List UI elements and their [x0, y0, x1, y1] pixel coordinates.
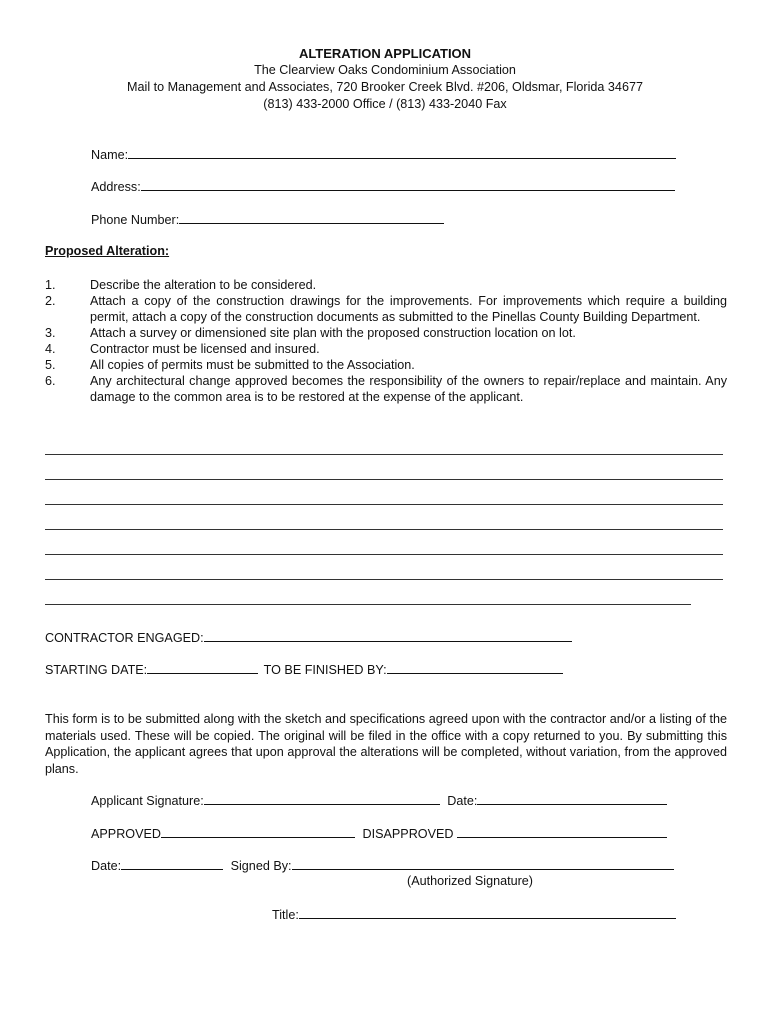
name-field[interactable] — [128, 146, 676, 159]
list-item — [45, 277, 727, 293]
disapproved-label: DISAPPROVED — [362, 827, 454, 841]
association-name: The Clearview Oaks Condominium Association — [254, 63, 516, 77]
contractor-field[interactable] — [204, 629, 572, 642]
mailing-address: Mail to Management and Associates, 720 Brooker Creek Blvd. #206, Oldsmar, Florida 34677 — [127, 80, 643, 94]
description-line[interactable] — [45, 454, 723, 455]
instructions-list — [45, 277, 727, 405]
list-number: 1. — [45, 278, 56, 292]
list-item — [45, 341, 727, 357]
list-number: 4. — [45, 342, 56, 356]
signed-by-label: Signed By: — [230, 859, 292, 873]
signed-by-row — [91, 857, 674, 873]
description-line[interactable] — [45, 529, 723, 530]
contractor-row — [45, 629, 572, 645]
phone-field[interactable] — [179, 211, 444, 224]
approval-date-label: Date: — [91, 859, 122, 873]
list-text: All copies of permits must be submitted to the Association. — [90, 358, 415, 372]
authorized-signature-caption: (Authorized Signature) — [407, 874, 534, 888]
starting-date-label: STARTING DATE: — [45, 663, 148, 677]
date-label: Date: — [447, 794, 478, 808]
list-item — [45, 373, 727, 405]
list-item — [45, 325, 727, 341]
applicant-date-field[interactable] — [477, 792, 667, 805]
list-item — [45, 293, 727, 325]
description-line[interactable] — [45, 604, 691, 605]
title-field[interactable] — [299, 906, 676, 919]
address-label: Address: — [91, 180, 141, 194]
name-field-row — [91, 146, 676, 162]
contractor-label: CONTRACTOR ENGAGED: — [45, 631, 204, 645]
approval-date-field[interactable] — [121, 857, 223, 870]
applicant-signature-field[interactable] — [204, 792, 440, 805]
applicant-signature-label: Applicant Signature: — [91, 794, 204, 808]
list-text: Describe the alteration to be considered. — [90, 278, 317, 292]
list-number: 5. — [45, 358, 56, 372]
address-field-row — [91, 178, 675, 194]
phone-field-row — [91, 211, 444, 227]
proposed-alteration-heading: Proposed Alteration: — [45, 244, 170, 258]
submission-notice: This form is to be submitted along with the sketch and specifications agreed upon with the contractor and/or a listing of the materials used. These will be copied. The original will be filed in the office with a copy returned to you. By submitting this Application, the applicant agrees that upon approval the alterations will be completed, without variation, from the approved plans. — [45, 712, 727, 776]
description-line[interactable] — [45, 554, 723, 555]
list-text: Attach a survey or dimensioned site plan with the proposed construction location on lot. — [90, 326, 576, 340]
dates-row — [45, 661, 563, 677]
list-text: Any architectural change approved becomes the responsibility of the owners to repair/replace and maintain. Any damage to the common area is to be restored at the expense of the applicant. — [90, 374, 727, 404]
list-text: Contractor must be licensed and insured. — [90, 342, 320, 356]
approved-label: APPROVED — [91, 827, 161, 841]
description-line[interactable] — [45, 579, 723, 580]
title-label: Title: — [272, 908, 299, 922]
list-number: 2. — [45, 294, 56, 308]
title-row — [272, 906, 676, 922]
list-text: Attach a copy of the construction drawings for the improvements. For improvements which require a building permit, attach a copy of the construction documents as submitted to the Pinellas County Building Department. — [90, 294, 727, 324]
signed-by-field[interactable] — [292, 857, 674, 870]
name-label: Name: — [91, 148, 129, 162]
address-field[interactable] — [141, 178, 675, 191]
finish-date-field[interactable] — [387, 661, 563, 674]
disapproved-field[interactable] — [457, 825, 667, 838]
applicant-signature-row — [91, 792, 667, 808]
approved-field[interactable] — [161, 825, 355, 838]
phone-label: Phone Number: — [91, 213, 180, 227]
description-line[interactable] — [45, 504, 723, 505]
approval-row — [91, 825, 667, 841]
list-number: 3. — [45, 326, 56, 340]
form-title: ALTERATION APPLICATION — [298, 46, 472, 61]
list-item — [45, 357, 727, 373]
list-number: 6. — [45, 374, 56, 388]
starting-date-field[interactable] — [147, 661, 258, 674]
description-line[interactable] — [45, 479, 723, 480]
finish-date-label: TO BE FINISHED BY: — [263, 663, 387, 677]
phone-fax: (813) 433-2000 Office / (813) 433-2040 Fax — [263, 97, 507, 111]
